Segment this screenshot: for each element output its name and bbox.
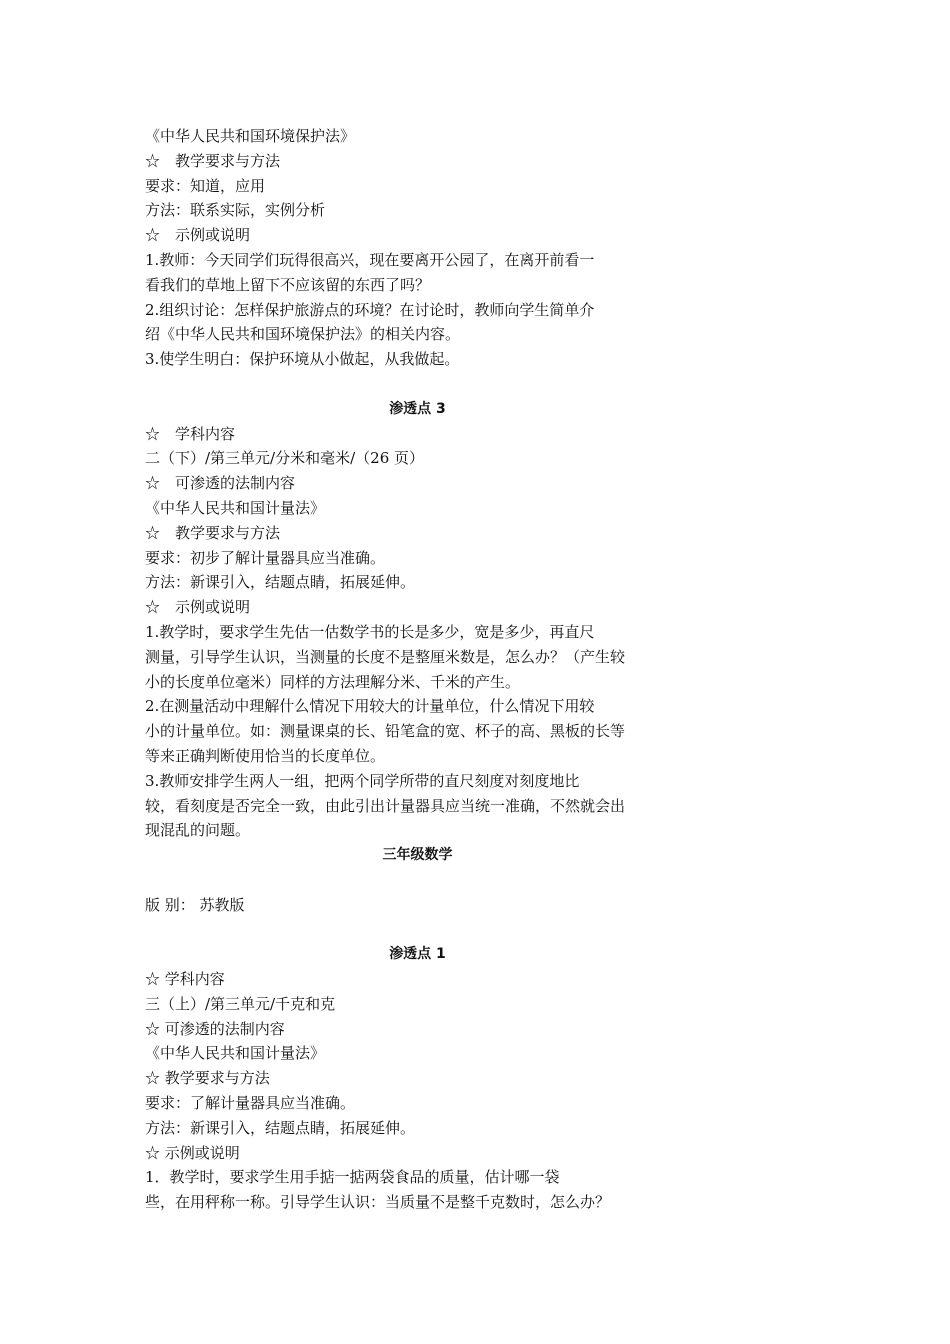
text-line: ☆ 教学要求与方法 <box>145 151 281 170</box>
text-line: ☆ 可渗透的法制内容 <box>145 1019 285 1038</box>
blank-line <box>145 918 690 943</box>
text-line: 版 别： 苏教版 <box>145 895 245 914</box>
text-line: 要求：初步了解计量器具应当准确。 <box>145 548 386 567</box>
text-line: ☆ 教学要求与方法 <box>145 523 281 542</box>
text-line: ☆ 学科内容 <box>145 424 236 443</box>
text-line: 1.教师：今天同学们玩得很高兴，现在要离开公园了，在离开前看一 <box>145 250 595 269</box>
text-line: 方法：联系实际，实例分析 <box>145 201 326 220</box>
text-line: ☆ 教学要求与方法 <box>145 1069 270 1088</box>
section-heading: 渗透点 1 <box>389 946 446 963</box>
text-line: 方法：新课引入，结题点睛，拓展延伸。 <box>145 573 416 592</box>
text-line: ☆ 示例或说明 <box>145 598 251 617</box>
text-line: 1．教学时，要求学生用手掂一掂两袋食品的质量，估计哪一袋 <box>145 1168 560 1187</box>
text-line: ☆ 示例或说明 <box>145 226 251 245</box>
text-line: 二（下）/第三单元/分米和毫米/（26 页） <box>145 449 425 468</box>
text-line: 《中华人民共和国计量法》 <box>145 498 326 517</box>
text-line: 要求：了解计量器具应当准确。 <box>145 1094 356 1113</box>
text-line: 1.教学时，要求学生先估一估数学书的长是多少，宽是多少，再直尺 <box>145 622 595 641</box>
text-line: 要求：知道，应用 <box>145 176 266 195</box>
text-line: 3.教师安排学生两人一组，把两个同学所带的直尺刻度对刻度地比 <box>145 771 580 790</box>
text-line: 现混乱的问题。 <box>145 821 251 840</box>
blank-line <box>145 868 690 893</box>
text-line: 方法：新课引入，结题点睛，拓展延伸。 <box>145 1118 416 1137</box>
text-line: 三（上）/第三单元/千克和克 <box>145 994 336 1013</box>
text-line: 看我们的草地上留下不应该留的东西了吗？ <box>145 275 431 294</box>
text-line: ☆ 学科内容 <box>145 970 225 989</box>
text-line: 较，看刻度是否完全一致，由此引出计量器具应当统一准确，不然就会出 <box>145 796 626 815</box>
section-heading: 三年级数学 <box>382 847 453 864</box>
text-line: 等来正确判断使用恰当的长度单位。 <box>145 746 386 765</box>
text-line: 小的计量单位。如：测量课桌的长、铅笔盒的宽、杯子的高、黑板的长等 <box>145 722 626 741</box>
text-line: 些，在用秤称一称。引导学生认识：当质量不是整千克数时，怎么办？ <box>145 1193 611 1212</box>
text-line: 《中华人民共和国环境保护法》 <box>145 127 356 145</box>
text-line: 测量，引导学生认识，当测量的长度不是整厘米数是，怎么办？（产生较 <box>145 647 626 666</box>
section-heading: 渗透点 3 <box>389 400 446 417</box>
text-line: 2.在测量活动中理解什么情况下用较大的计量单位，什么情况下用较 <box>145 697 595 716</box>
text-line: 《中华人民共和国计量法》 <box>145 1044 326 1063</box>
text-line: 2.组织讨论：怎样保护旅游点的环境？在讨论时，教师向学生简单介 <box>145 300 595 319</box>
text-line: 小的长度单位毫米）同样的方法理解分米、千米的产生。 <box>145 672 521 691</box>
text-line: 3.使学生明白：保护环境从小做起，从我做起。 <box>145 350 460 369</box>
text-line: ☆ 可渗透的法制内容 <box>145 474 296 493</box>
blank-line <box>145 372 690 397</box>
text-line: ☆ 示例或说明 <box>145 1143 240 1162</box>
document-body <box>145 124 690 1215</box>
text-line: 绍《中华人民共和国环境保护法》的相关内容。 <box>145 325 461 344</box>
